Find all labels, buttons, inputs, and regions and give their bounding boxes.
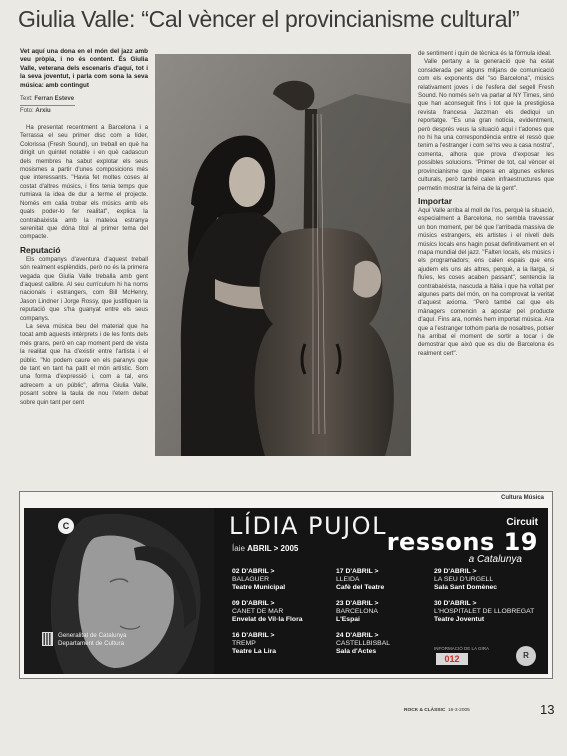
article-photo xyxy=(155,54,411,456)
body-paragraph: La seva música beu del material que ha tocat amb aquests intèrprets i de les fonts dels més grans, però en cap moment perd de vista la realitat que ha d'existir entre l'artista i el públic. "No podem caure en els paranys que de tant en tant ha patit el món artístic. Som una forma d'expressió i, com a tal, ens adrecem a un públic", afirma Giulia Valle, posant sobre la taula de nou l'etern debat sobre quin tant per cent xyxy=(20,322,148,406)
credit-photo: Foto: Arxiu xyxy=(20,108,51,115)
tour-event: 30 D'ABRIL > L'HOSPITALET DE LLOBREGAT Teatre Joventut xyxy=(434,600,535,624)
circuit-label: Circuit xyxy=(506,517,538,528)
tour-event: 29 D'ABRIL > LA SEU D'URGELL Sala Sant Domènec xyxy=(434,568,498,592)
bassist-photo-illustration xyxy=(155,54,411,456)
article-lead: Vet aquí una dona en el món del jazz amb veu pròpia, i no és content. És Giulia Valle, veterana dels escenaris d'aquí, tot i la seva joventut, i parla com sona la seva música: amb contingut xyxy=(20,48,148,89)
sponsor-r-logo-icon: R xyxy=(516,646,536,666)
tour-event: 17 D'ABRIL > LLEIDA Cafè del Teatre xyxy=(336,568,385,592)
article-headline: Giulia Valle: “Cal vèncer el provincianisme cultural” xyxy=(18,6,520,32)
right-column xyxy=(418,50,554,358)
ad-tour-date: Íaie ABRIL > 2005 xyxy=(232,544,299,553)
page-number: 13 xyxy=(540,702,555,717)
tour-event: 16 D'ABRIL > TREMP Teatre La Lira xyxy=(232,632,277,656)
body-paragraph: Valle pertany a la generació que ha estat considerada per alguns mitjans de comunicació com els exponents del "so Barcelona", músics relativament joves i de l'esfera del segell Fresh Sound. No només se'n va parlar al NY Times, sinó que han aconseguit fins i tot que la prestigiosa revista francesa Jazzman els dediqui un reportatge. "Es una gran notícia, evidentment, però després veus la situació aquí i t'adones que no hi ha una correspondència entre el ressò que tenim a l'estranger i com se'ns veu a casa nostra", comenta, alhora que prova d'exposar les possibles solucions. "Primer de tot, cal vèncer el provincianisme que impera en algunes esferes culturals, però també calen infraestructures que permetin mostrar la feina de la gent". xyxy=(418,58,554,192)
generalitat-logo-icon xyxy=(42,632,53,646)
body-paragraph: Aquí Valle arriba al moll de l'os, perquè la situació, especialment a Barcelona, no sembla travessar un bon moment, per bé que l'arribada massiva de músics estrangers, els artistes i el nivell dels músics locals ens hagin posat definitivament en el mapa mundial del jazz. "Falten locals, els músics i els programadors; ens calen espais que ens ajudem els uns als altres, perquè, a la llarga, si fluïes, les coses acaben passant", sentencia la contrabaixista, nascuda a Itàlia i que ha voltat per algunes parts del món, on ha comprovat la veritat d'aquest axioma. "Però també cal que els mànagers comencin a apostar pel producte d'aquí. Fins ara, només hem importat música. Ara que a l'estranger tothom parla de nosaltres, potser ha arribat el moment de sortir a tocar i de demostrar que això que es diu de Barcelona és realment cert". xyxy=(418,206,554,357)
body-paragraph: Els companys d'aventura d'aquest treball són realment esplèndids, però no és la primera vegada que Giulia Valle treballa amb gent d'aquest calibre. Al seu currículum hi ha noms nacionals i estrangers, com Bill McHenry, Jason Lindner i Jorge Rossy, que justifiquen la reputació que s'ha guanyat entre els seus companys. xyxy=(20,255,148,322)
artist-portrait-illustration xyxy=(24,508,214,674)
ad-section-label: Cultura Música xyxy=(500,495,544,501)
left-column xyxy=(20,48,148,407)
body-paragraph: Ha presentat recentment a Barcelona i a Terrassa el seu primer disc com a líder, Colorissa (Fresh Sound), un treball en què ha dirigit un quintet notable i en què cadascun dels membres ha sabut explotar els seus mosismes a partir d'unes composicions més que interessants. "Havia fet moltes coses al costat d'altres músics, i fins tenia temps que rumiava la idea de dur a terme el projecte. Només em calia trobar els músics amb els quals poder-lo fer realitat", explica la contrabaixista amb la mateixa estranya serenitat que dóna títol al primer tema del compacte. xyxy=(20,124,148,241)
page-footer: ROCK & CLÀSSIC 16-3-2005 xyxy=(404,708,470,713)
generalitat-credit: Generalitat de Catalunya Departament de Cultura xyxy=(58,632,126,647)
tour-event: 23 D'ABRIL > BARCELONA L'Espai xyxy=(336,600,379,624)
subhead-importar: Importar xyxy=(418,195,452,206)
ad-artist-photo xyxy=(24,508,214,674)
circuit-region: a Catalunya xyxy=(468,554,522,565)
culture-c-icon: C xyxy=(58,518,74,534)
body-paragraph: de sentiment i quin de tècnica és la fórmula ideal. xyxy=(418,50,552,57)
credit-text: Text: Ferran Esteve xyxy=(20,96,75,103)
subhead-reputacio: Reputació xyxy=(20,244,61,255)
tour-event: 24 D'ABRIL > CASTELLBISBAL Sala d'Actes xyxy=(336,632,391,656)
concert-advertisement xyxy=(19,491,553,679)
phone-012-logo: 012 xyxy=(436,653,468,665)
credit-divider xyxy=(20,105,75,106)
ad-body xyxy=(24,508,548,674)
circuit-title: ressons 19 xyxy=(386,528,538,556)
tour-info-label: INFORMACIÓ DE LA GIRA xyxy=(434,646,490,651)
tour-event: 09 D'ABRIL > CANET DE MAR Envelat de Vil·la Flora xyxy=(232,600,303,624)
tour-event: 02 D'ABRIL > BALAGUER Teatre Municipal xyxy=(232,568,286,592)
ad-artist-name: LÍDIA PUJOL xyxy=(229,512,387,540)
